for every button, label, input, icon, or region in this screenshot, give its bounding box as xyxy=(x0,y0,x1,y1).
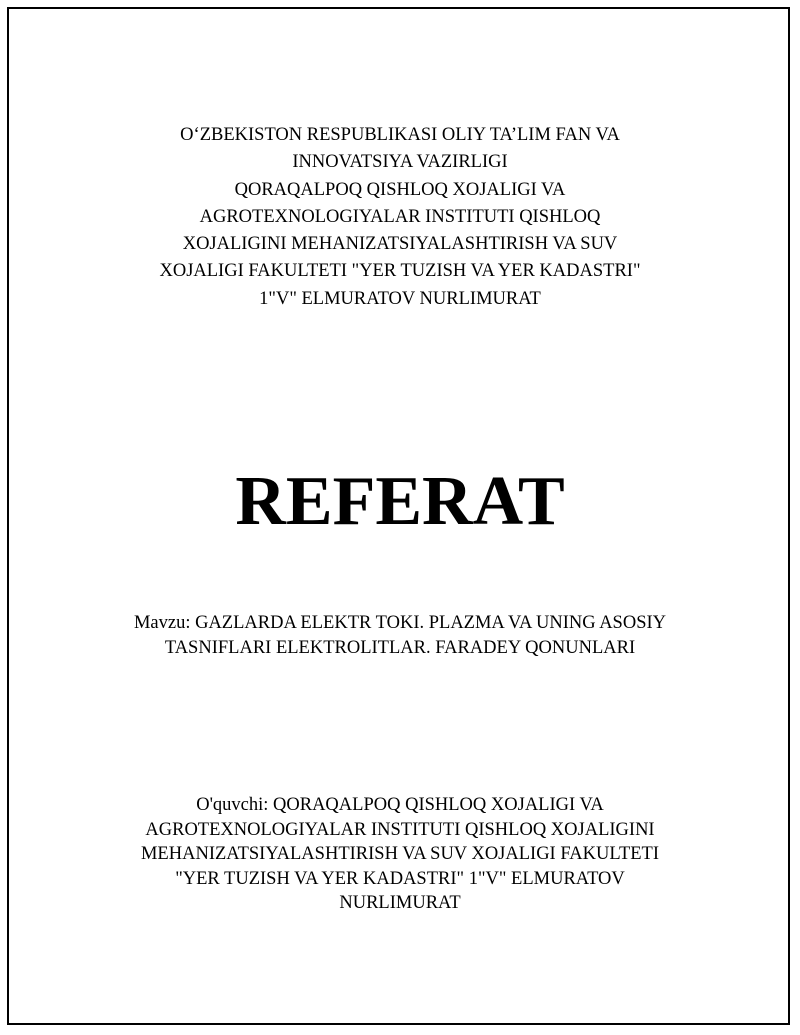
topic-line: TASNIFLARI ELEKTROLITLAR. FARADEY QONUNLARI xyxy=(164,638,636,658)
topic-line: Mavzu: GAZLARDA ELEKTR TOKI. PLAZMA VA UNING ASOSIY xyxy=(133,613,667,633)
student-line: NURLIMURAT xyxy=(339,893,461,913)
student-line: "YER TUZISH VA YER KADASTRI" 1"V" ELMURATOV xyxy=(175,868,625,889)
header-line: O‘ZBEKISTON RESPUBLIKASI OLIY TA’LIM FAN VA xyxy=(180,125,620,145)
student-line: AGROTEXNOLOGIYALAR INSTITUTI QISHLOQ XOJALIGINI xyxy=(145,819,655,840)
header-line: AGROTEXNOLOGIYALAR INSTITUTI QISHLOQ xyxy=(199,206,601,227)
header-line: XOJALIGI FAKULTETI "YER TUZISH VA YER KADASTRI" xyxy=(159,261,641,282)
student-line: O'quvchi: QORAQALPOQ QISHLOQ XOJALIGI VA xyxy=(196,795,604,815)
student-line: MEHANIZATSIYALASHTIRISH VA SUV XOJALIGI FAKULTETI xyxy=(140,844,660,864)
student-section xyxy=(100,793,700,916)
header-line: 1"V" ELMURATOV NURLIMURAT xyxy=(259,288,541,309)
header-line: INNOVATSIYA VAZIRLIGI xyxy=(292,152,508,173)
document-title: REFERAT xyxy=(235,463,565,540)
topic-section xyxy=(100,611,700,661)
header-line: XOJALIGINI MEHANIZATSIYALASHTIRISH VA SUV xyxy=(182,234,618,255)
header-line: QORAQALPOQ QISHLOQ XOJALIGI VA xyxy=(234,179,566,200)
institution-header xyxy=(100,122,700,313)
